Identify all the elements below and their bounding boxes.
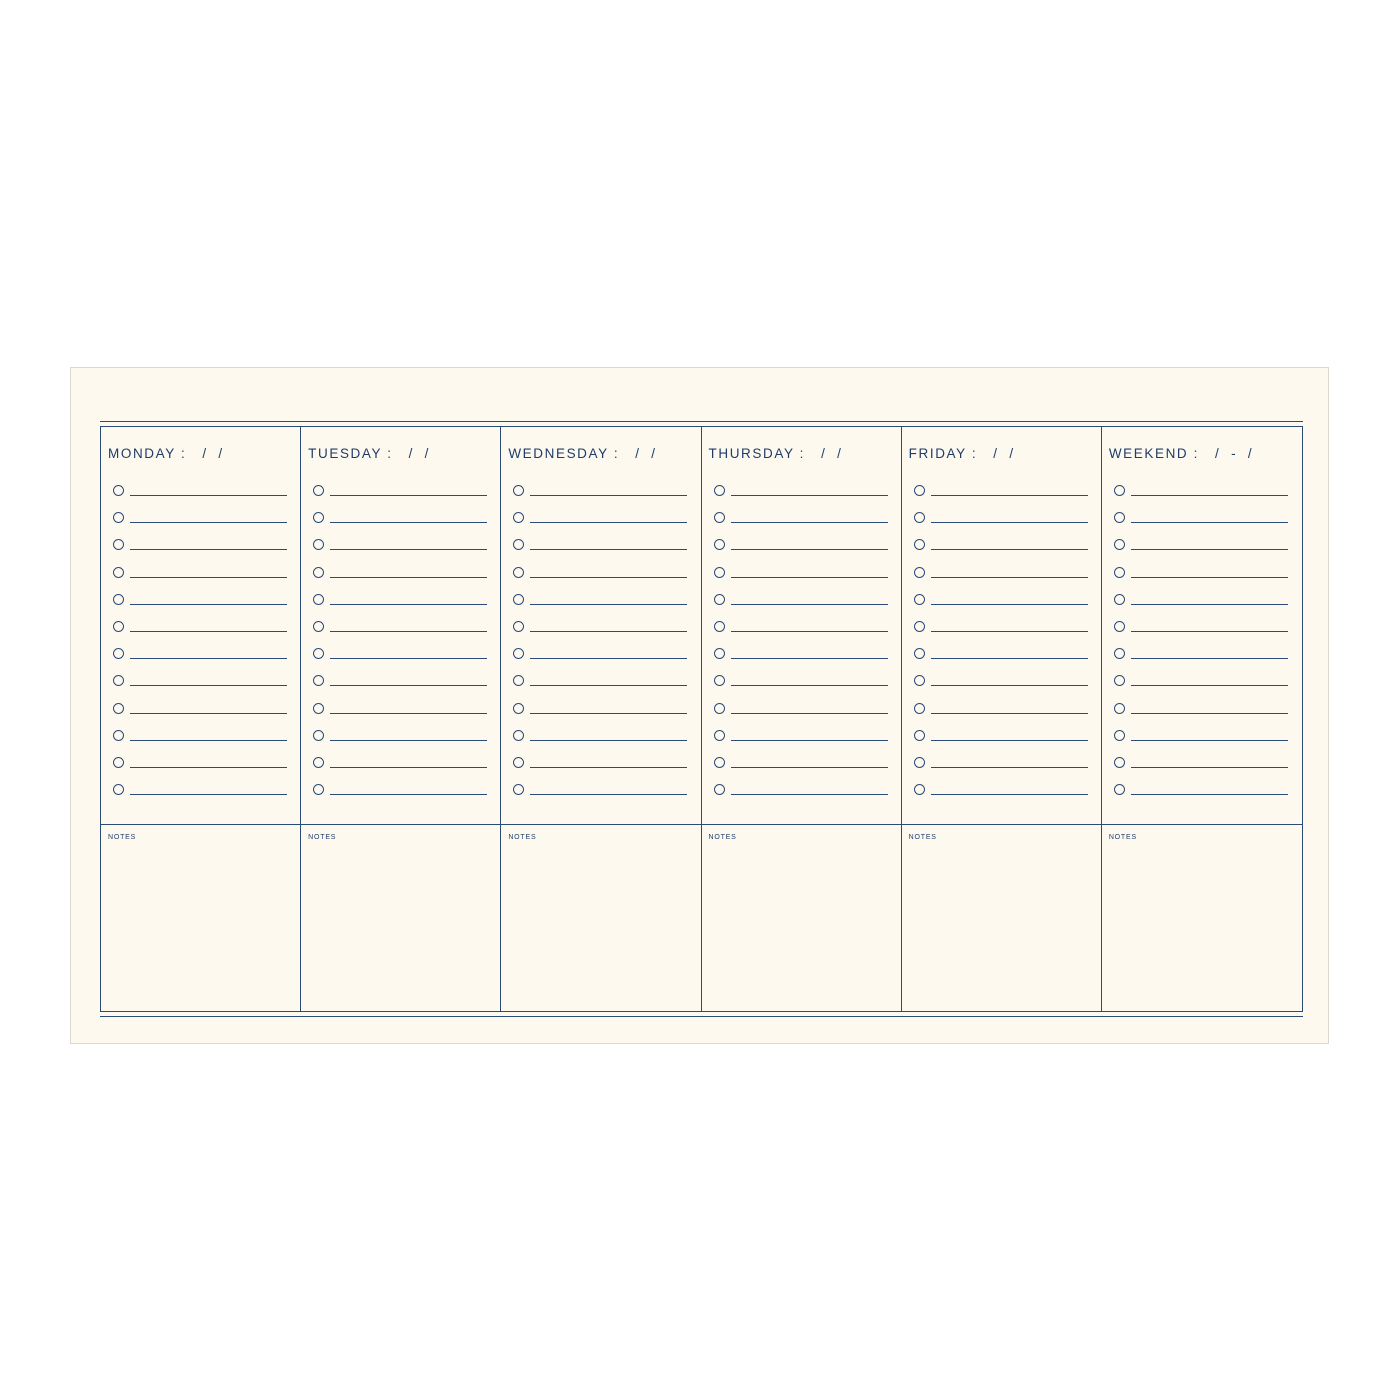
task-write-line[interactable] (330, 577, 487, 578)
task-checkbox-circle[interactable] (914, 784, 925, 795)
task-row (714, 482, 888, 509)
day-header-monday: MONDAY : / / (108, 446, 224, 461)
task-checkbox-circle[interactable] (714, 757, 725, 768)
task-row (914, 781, 1088, 808)
task-row (313, 509, 487, 536)
task-checkbox-circle[interactable] (1114, 757, 1125, 768)
task-checkbox-circle[interactable] (714, 539, 725, 550)
task-row (914, 536, 1088, 563)
task-row (714, 618, 888, 645)
task-write-line[interactable] (530, 685, 687, 686)
day-header-weekend: WEEKEND : / - / (1108, 446, 1254, 461)
notes-box-thursday[interactable] (702, 824, 902, 1011)
task-write-line[interactable] (1131, 794, 1288, 795)
task-row (1114, 536, 1288, 563)
task-write-line[interactable] (130, 740, 287, 741)
task-checkbox-circle[interactable] (313, 621, 324, 632)
task-row (113, 591, 287, 618)
notes-box-monday[interactable] (101, 824, 301, 1011)
task-write-line[interactable] (330, 767, 487, 768)
task-write-line[interactable] (530, 631, 687, 632)
day-column-tuesday (301, 427, 501, 824)
task-write-line[interactable] (130, 631, 287, 632)
task-write-line[interactable] (931, 794, 1088, 795)
task-checkbox-circle[interactable] (914, 730, 925, 741)
task-write-line[interactable] (130, 549, 287, 550)
task-checkbox-circle[interactable] (1114, 485, 1125, 496)
task-checkbox-circle[interactable] (1114, 539, 1125, 550)
task-row (1114, 564, 1288, 591)
task-row (513, 781, 687, 808)
task-list (1114, 482, 1288, 808)
task-row (313, 781, 487, 808)
task-row (113, 618, 287, 645)
task-row (513, 618, 687, 645)
task-write-line[interactable] (1131, 604, 1288, 605)
task-row (1114, 591, 1288, 618)
task-write-line[interactable] (130, 495, 287, 496)
day-header-thursday: THURSDAY : / / (708, 446, 843, 461)
task-row (113, 509, 287, 536)
weekly-planner-pad (70, 367, 1329, 1044)
task-row (714, 781, 888, 808)
task-checkbox-circle[interactable] (714, 594, 725, 605)
task-row (1114, 700, 1288, 727)
task-checkbox-circle[interactable] (714, 675, 725, 686)
task-checkbox-circle[interactable] (1114, 567, 1125, 578)
task-checkbox-circle[interactable] (313, 648, 324, 659)
task-row (113, 645, 287, 672)
task-write-line[interactable] (1131, 713, 1288, 714)
task-row (513, 509, 687, 536)
task-checkbox-circle[interactable] (714, 730, 725, 741)
task-write-line[interactable] (530, 767, 687, 768)
task-checkbox-circle[interactable] (113, 512, 124, 523)
task-row (113, 482, 287, 509)
task-write-line[interactable] (731, 604, 888, 605)
task-row (313, 672, 487, 699)
task-row (113, 700, 287, 727)
task-row (914, 700, 1088, 727)
task-checkbox-circle[interactable] (113, 675, 124, 686)
day-header-wednesday: WEDNESDAY : / / (508, 446, 657, 461)
notes-label: NOTES (908, 834, 937, 841)
task-checkbox-circle[interactable] (113, 621, 124, 632)
task-write-line[interactable] (1131, 685, 1288, 686)
task-checkbox-circle[interactable] (914, 648, 925, 659)
task-write-line[interactable] (931, 740, 1088, 741)
task-write-line[interactable] (130, 522, 287, 523)
task-checkbox-circle[interactable] (714, 485, 725, 496)
task-write-line[interactable] (530, 658, 687, 659)
notes-box-wednesday[interactable] (501, 824, 701, 1011)
task-checkbox-circle[interactable] (714, 784, 725, 795)
task-write-line[interactable] (931, 522, 1088, 523)
task-checkbox-circle[interactable] (914, 485, 925, 496)
task-checkbox-circle[interactable] (1114, 703, 1125, 714)
task-list (113, 482, 287, 808)
planner-frame (100, 421, 1303, 1017)
task-write-line[interactable] (330, 549, 487, 550)
task-write-line[interactable] (731, 794, 888, 795)
task-checkbox-circle[interactable] (113, 485, 124, 496)
task-row (714, 672, 888, 699)
task-row (714, 564, 888, 591)
notes-box-friday[interactable] (902, 824, 1102, 1011)
task-checkbox-circle[interactable] (113, 648, 124, 659)
task-checkbox-circle[interactable] (1114, 784, 1125, 795)
task-checkbox-circle[interactable] (513, 594, 524, 605)
task-row (513, 482, 687, 509)
task-row (1114, 672, 1288, 699)
task-write-line[interactable] (1131, 549, 1288, 550)
notes-box-weekend[interactable] (1102, 824, 1302, 1011)
task-write-line[interactable] (731, 522, 888, 523)
task-write-line[interactable] (330, 604, 487, 605)
task-checkbox-circle[interactable] (1114, 730, 1125, 741)
task-write-line[interactable] (530, 522, 687, 523)
task-write-line[interactable] (1131, 522, 1288, 523)
task-row (113, 781, 287, 808)
task-row (513, 672, 687, 699)
task-write-line[interactable] (530, 549, 687, 550)
task-row (113, 727, 287, 754)
task-write-line[interactable] (330, 713, 487, 714)
day-column-friday (902, 427, 1102, 824)
task-write-line[interactable] (731, 495, 888, 496)
task-checkbox-circle[interactable] (714, 567, 725, 578)
task-row (1114, 754, 1288, 781)
task-write-line[interactable] (731, 713, 888, 714)
task-write-line[interactable] (731, 767, 888, 768)
task-checkbox-circle[interactable] (313, 784, 324, 795)
task-write-line[interactable] (931, 685, 1088, 686)
task-checkbox-circle[interactable] (914, 675, 925, 686)
task-checkbox-circle[interactable] (1114, 512, 1125, 523)
day-column-thursday (702, 427, 902, 824)
day-column-weekend (1102, 427, 1302, 824)
task-checkbox-circle[interactable] (513, 512, 524, 523)
task-write-line[interactable] (931, 767, 1088, 768)
task-write-line[interactable] (931, 549, 1088, 550)
day-column-monday (101, 427, 301, 824)
task-row (1114, 727, 1288, 754)
task-write-line[interactable] (330, 631, 487, 632)
task-checkbox-circle[interactable] (714, 648, 725, 659)
task-write-line[interactable] (1131, 767, 1288, 768)
task-row (313, 727, 487, 754)
task-list (313, 482, 487, 808)
task-row (914, 672, 1088, 699)
task-write-line[interactable] (731, 685, 888, 686)
task-write-line[interactable] (731, 740, 888, 741)
task-write-line[interactable] (330, 740, 487, 741)
task-checkbox-circle[interactable] (113, 784, 124, 795)
task-row (113, 564, 287, 591)
task-row (714, 645, 888, 672)
task-write-line[interactable] (931, 658, 1088, 659)
task-write-line[interactable] (130, 658, 287, 659)
task-checkbox-circle[interactable] (914, 539, 925, 550)
task-write-line[interactable] (330, 522, 487, 523)
task-row (113, 536, 287, 563)
task-row (714, 591, 888, 618)
task-row (1114, 781, 1288, 808)
task-write-line[interactable] (530, 794, 687, 795)
task-checkbox-circle[interactable] (313, 703, 324, 714)
day-column-wednesday (501, 427, 701, 824)
task-checkbox-circle[interactable] (513, 485, 524, 496)
notes-box-tuesday[interactable] (301, 824, 501, 1011)
task-checkbox-circle[interactable] (113, 594, 124, 605)
day-header-tuesday: TUESDAY : / / (308, 446, 431, 461)
task-checkbox-circle[interactable] (914, 757, 925, 768)
task-checkbox-circle[interactable] (513, 757, 524, 768)
task-checkbox-circle[interactable] (313, 567, 324, 578)
task-row (914, 482, 1088, 509)
task-row (313, 536, 487, 563)
task-checkbox-circle[interactable] (513, 567, 524, 578)
notes-label: NOTES (108, 834, 137, 841)
task-write-line[interactable] (931, 713, 1088, 714)
task-row (313, 591, 487, 618)
task-write-line[interactable] (731, 577, 888, 578)
task-row (313, 645, 487, 672)
task-row (513, 645, 687, 672)
task-checkbox-circle[interactable] (313, 730, 324, 741)
task-checkbox-circle[interactable] (113, 539, 124, 550)
task-checkbox-circle[interactable] (1114, 621, 1125, 632)
task-checkbox-circle[interactable] (313, 594, 324, 605)
task-write-line[interactable] (130, 767, 287, 768)
task-row (513, 564, 687, 591)
task-row (313, 754, 487, 781)
task-checkbox-circle[interactable] (914, 621, 925, 632)
task-list (513, 482, 687, 808)
task-write-line[interactable] (1131, 631, 1288, 632)
task-write-line[interactable] (130, 577, 287, 578)
task-row (1114, 482, 1288, 509)
task-checkbox-circle[interactable] (513, 703, 524, 714)
task-row (313, 700, 487, 727)
notes-label: NOTES (1108, 834, 1137, 841)
task-checkbox-circle[interactable] (714, 512, 725, 523)
task-checkbox-circle[interactable] (914, 703, 925, 714)
task-row (1114, 509, 1288, 536)
task-write-line[interactable] (330, 685, 487, 686)
task-write-line[interactable] (731, 631, 888, 632)
task-checkbox-circle[interactable] (513, 675, 524, 686)
task-write-line[interactable] (330, 794, 487, 795)
task-list (714, 482, 888, 808)
task-write-line[interactable] (1131, 495, 1288, 496)
notes-label: NOTES (708, 834, 737, 841)
task-checkbox-circle[interactable] (113, 703, 124, 714)
task-checkbox-circle[interactable] (513, 784, 524, 795)
task-write-line[interactable] (731, 658, 888, 659)
task-row (513, 754, 687, 781)
task-checkbox-circle[interactable] (513, 539, 524, 550)
task-row (714, 536, 888, 563)
task-row (714, 727, 888, 754)
day-header-friday: FRIDAY : / / (908, 446, 1015, 461)
task-write-line[interactable] (1131, 740, 1288, 741)
notes-label: NOTES (508, 834, 537, 841)
task-row (113, 754, 287, 781)
task-row (1114, 618, 1288, 645)
task-row (914, 564, 1088, 591)
task-row (914, 645, 1088, 672)
task-checkbox-circle[interactable] (714, 703, 725, 714)
task-write-line[interactable] (731, 549, 888, 550)
task-row (714, 509, 888, 536)
task-checkbox-circle[interactable] (1114, 675, 1125, 686)
task-write-line[interactable] (530, 577, 687, 578)
task-row (313, 618, 487, 645)
task-row (313, 564, 487, 591)
task-write-line[interactable] (931, 604, 1088, 605)
task-write-line[interactable] (931, 495, 1088, 496)
task-write-line[interactable] (130, 685, 287, 686)
task-row (914, 727, 1088, 754)
task-write-line[interactable] (330, 495, 487, 496)
task-checkbox-circle[interactable] (914, 567, 925, 578)
task-checkbox-circle[interactable] (313, 512, 324, 523)
task-list (914, 482, 1088, 808)
task-write-line[interactable] (1131, 658, 1288, 659)
task-row (513, 700, 687, 727)
task-row (914, 591, 1088, 618)
task-checkbox-circle[interactable] (113, 567, 124, 578)
task-row (513, 591, 687, 618)
task-checkbox-circle[interactable] (313, 539, 324, 550)
notes-label: NOTES (308, 834, 337, 841)
task-write-line[interactable] (530, 495, 687, 496)
task-row (914, 618, 1088, 645)
task-checkbox-circle[interactable] (513, 730, 524, 741)
task-checkbox-circle[interactable] (513, 648, 524, 659)
task-write-line[interactable] (931, 631, 1088, 632)
task-write-line[interactable] (130, 794, 287, 795)
task-checkbox-circle[interactable] (113, 757, 124, 768)
task-checkbox-circle[interactable] (1114, 594, 1125, 605)
task-row (513, 727, 687, 754)
task-write-line[interactable] (530, 604, 687, 605)
task-checkbox-circle[interactable] (714, 621, 725, 632)
task-checkbox-circle[interactable] (313, 485, 324, 496)
task-checkbox-circle[interactable] (914, 594, 925, 605)
task-write-line[interactable] (130, 604, 287, 605)
task-checkbox-circle[interactable] (313, 675, 324, 686)
task-write-line[interactable] (330, 658, 487, 659)
task-write-line[interactable] (931, 577, 1088, 578)
task-write-line[interactable] (130, 713, 287, 714)
task-row (113, 672, 287, 699)
task-checkbox-circle[interactable] (914, 512, 925, 523)
task-write-line[interactable] (530, 713, 687, 714)
task-row (1114, 645, 1288, 672)
planner-grid (100, 426, 1303, 1012)
task-row (513, 536, 687, 563)
task-write-line[interactable] (530, 740, 687, 741)
task-write-line[interactable] (1131, 577, 1288, 578)
task-row (714, 700, 888, 727)
task-row (914, 754, 1088, 781)
task-checkbox-circle[interactable] (113, 730, 124, 741)
task-checkbox-circle[interactable] (313, 757, 324, 768)
task-checkbox-circle[interactable] (513, 621, 524, 632)
task-row (714, 754, 888, 781)
task-row (313, 482, 487, 509)
task-row (914, 509, 1088, 536)
task-checkbox-circle[interactable] (1114, 648, 1125, 659)
